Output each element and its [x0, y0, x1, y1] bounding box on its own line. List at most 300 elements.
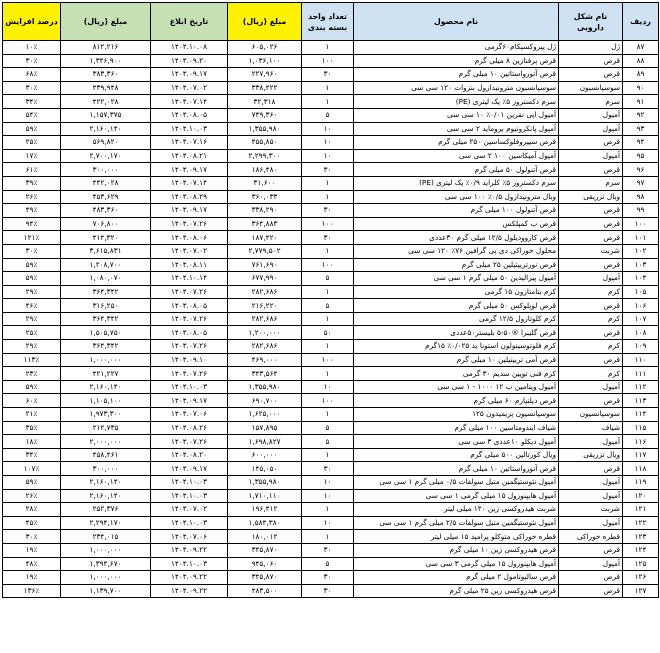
table-row: [3, 476, 659, 490]
header-product: نام محصول: [354, 3, 559, 41]
form-cell: قرص: [559, 543, 623, 557]
row-number-cell: ۱۰۱: [623, 231, 659, 245]
pack-count-cell: ۳۰: [302, 204, 354, 218]
row-number-cell: ۱۲۱: [623, 503, 659, 517]
date-cell: ۱۴۰۴.۰۹.۲۲: [151, 584, 228, 598]
new-price-cell: ۲,۲۹۹,۳۰۰: [228, 149, 302, 163]
old-price-cell: ۴۵۸,۴۶۱: [61, 448, 151, 462]
date-cell: ۱۴۰۴.۰۷.۲۶: [151, 312, 228, 326]
old-price-cell: ۲۱۲,۷۳۵: [61, 421, 151, 435]
old-price-cell: ۱,۱۳۹,۷۰۰: [61, 584, 151, 598]
new-price-cell: ۳۳۸,۲۹۰: [228, 204, 302, 218]
row-number-cell: ۱۰۷: [623, 312, 659, 326]
increase-cell: ۶۸٪: [3, 68, 61, 82]
table-row: [3, 530, 659, 544]
old-price-cell: ۱,۲۰۸,۷۰۰: [61, 258, 151, 272]
table-row: [3, 421, 659, 435]
old-price-cell: ۴۵۳,۶۲۹: [61, 190, 151, 204]
row-number-cell: ۱۰۹: [623, 340, 659, 354]
date-cell: ۱۴۰۴.۰۸.۲۱: [151, 149, 228, 163]
table-row: [3, 353, 659, 367]
increase-cell: ۲۹٪: [3, 312, 61, 326]
table-row: [3, 435, 659, 449]
pack-count-cell: ۳۰: [302, 543, 354, 557]
date-cell: ۱۴۰۴.۱۰.۰۳: [151, 122, 228, 136]
date-cell: ۱۴۰۴.۱۰.۱۴: [151, 272, 228, 286]
form-cell: کرم: [559, 340, 623, 354]
new-price-cell: ۶۹۰,۷۰۰: [228, 394, 302, 408]
date-cell: ۱۴۰۴.۰۷.۲۶: [151, 435, 228, 449]
product-name-cell: سرم دکستروز ۵٪ یک لیتری (PE): [354, 95, 559, 109]
form-cell: آمپول: [559, 108, 623, 122]
new-price-cell: ۲۱۶,۲۲۰: [228, 299, 302, 313]
date-cell: ۱۴۰۴.۰۹.۲۲: [151, 543, 228, 557]
product-name-cell: قرص کاروودیلول ۱۲/۵ میلی گرم ۳۰عددی: [354, 231, 559, 245]
form-cell: قرص: [559, 54, 623, 68]
table-row: [3, 543, 659, 557]
new-price-cell: ۱۹۶,۴۱۲: [228, 503, 302, 517]
row-number-cell: ۹۷: [623, 176, 659, 190]
increase-cell: ۱۹٪: [3, 543, 61, 557]
date-cell: ۱۴۰۴.۰۷.۰۶: [151, 530, 228, 544]
product-name-cell: قرص گلیبرا ®۵۰-۵ بلیستر۵۰عددی: [354, 326, 559, 340]
product-name-cell: قرص لوپلوکس ۵۰ میلی گرم: [354, 299, 559, 313]
new-price-cell: ۲۸۲,۶۸۶: [228, 312, 302, 326]
row-number-cell: ۱۰۶: [623, 299, 659, 313]
product-name-cell: آمپول هایپنوزول ۱۵ میلی گرمی ۱ سی سی: [354, 489, 559, 503]
new-price-cell: ۳۲,۳۱۸: [228, 95, 302, 109]
old-price-cell: ۴۳۹,۹۴۸: [61, 81, 151, 95]
increase-cell: ۲۹٪: [3, 340, 61, 354]
pack-count-cell: ۳۰: [302, 571, 354, 585]
increase-cell: ۳۴٪: [3, 95, 61, 109]
date-cell: ۱۴۰۴.۱۰.۰۳: [151, 476, 228, 490]
product-name-cell: ژل پیروکسیکام۶۰گرمی: [354, 41, 559, 55]
row-number-cell: ۱۲۵: [623, 557, 659, 571]
table-row: [3, 204, 659, 218]
date-cell: ۱۴۰۴.۰۷.۰۶: [151, 408, 228, 422]
pack-count-cell: ۵: [302, 435, 354, 449]
row-number-cell: ۹۱: [623, 95, 659, 109]
table-row: [3, 244, 659, 258]
pack-count-cell: ۱۰: [302, 136, 354, 150]
row-number-cell: ۹۰: [623, 81, 659, 95]
row-number-cell: ۱۱۷: [623, 448, 659, 462]
product-name-cell: آمپول پانکرونیوم بروماید ۲ سی سی: [354, 122, 559, 136]
increase-cell: ۵۹٪: [3, 122, 61, 136]
pack-count-cell: ۳۰: [302, 231, 354, 245]
increase-cell: ۵۹٪: [3, 476, 61, 490]
table-row: [3, 571, 659, 585]
old-price-cell: ۱,۹۷۳,۳۰۰: [61, 408, 151, 422]
product-name-cell: قرص پرفنازین ۸ میلی گرم: [354, 54, 559, 68]
row-number-cell: ۹۸: [623, 190, 659, 204]
pack-count-cell: ۱۰۰: [302, 217, 354, 231]
header-old-price: مبلغ (ریال): [61, 3, 151, 41]
new-price-cell: ۱۸۰,۰۱۲: [228, 530, 302, 544]
row-number-cell: ۱۰۰: [623, 217, 659, 231]
table-row: [3, 136, 659, 150]
table-row: [3, 81, 659, 95]
product-name-cell: محلول خوراکی دی پی گرافین ۷۶٪ ۱۲۰ سی سی: [354, 244, 559, 258]
table-row: [3, 448, 659, 462]
table-row: [3, 408, 659, 422]
increase-cell: ۱۹٪: [3, 571, 61, 585]
new-price-cell: ۴۶۹,۰۰۰: [228, 353, 302, 367]
date-cell: ۱۴۰۴.۰۸.۲۶: [151, 421, 228, 435]
row-number-cell: ۱۱۶: [623, 435, 659, 449]
product-name-cell: کرم فنی تویین سدیم ۳۰ گرمی: [354, 367, 559, 381]
date-cell: ۱۴۰۴.۰۷.۱۶: [151, 136, 228, 150]
product-name-cell: کرم بتامتازون ۱۵ گرمی: [354, 285, 559, 299]
old-price-cell: ۱,۱۰۵,۱۰۰: [61, 394, 151, 408]
row-number-cell: ۱۱۴: [623, 408, 659, 422]
pack-count-cell: ۱۰۰: [302, 394, 354, 408]
new-price-cell: ۱۴۵,۰۵۰: [228, 462, 302, 476]
product-name-cell: قرص هیدروکسی زین ۲۵ میلی گرم: [354, 584, 559, 598]
product-name-cell: آمپول پیرالیدین ۵۰ میلی گرم ۱ سی سی: [354, 272, 559, 286]
increase-cell: ۲۸٪: [3, 503, 61, 517]
increase-cell: ۵۹٪: [3, 258, 61, 272]
old-price-cell: ۳۰۰,۰۰۰: [61, 163, 151, 177]
pack-count-cell: ۱: [302, 530, 354, 544]
table-row: [3, 462, 659, 476]
increase-cell: ۳۹٪: [3, 176, 61, 190]
product-name-cell: قرص هیدروکسی زین ۱۰ میلی گرم: [354, 543, 559, 557]
date-cell: ۱۴۰۴.۱۰.۰۳: [151, 516, 228, 530]
row-number-cell: ۸۷: [623, 41, 659, 55]
pack-count-cell: ۱: [302, 41, 354, 55]
increase-cell: ۴۶٪: [3, 299, 61, 313]
new-price-cell: ۱۸۷,۴۲۰: [228, 231, 302, 245]
header-pack: تعداد واحد بسته بندی: [302, 3, 354, 41]
pack-count-cell: ۳۰: [302, 163, 354, 177]
new-price-cell: ۱,۳۵۵,۹۸۰: [228, 476, 302, 490]
table-row: [3, 108, 659, 122]
row-number-cell: ۹۲: [623, 108, 659, 122]
table-row: [3, 503, 659, 517]
old-price-cell: ۴۲۱,۲۲۷: [61, 367, 151, 381]
product-name-cell: کرم کلوتازول ۱۲/۵ گرمی: [354, 312, 559, 326]
old-price-cell: ۳۸۳,۳۶۰: [61, 68, 151, 82]
form-cell: سوسپانسیون: [559, 408, 623, 422]
pack-count-cell: ۵: [302, 108, 354, 122]
table-row: [3, 231, 659, 245]
form-cell: شیاف: [559, 421, 623, 435]
old-price-cell: ۱,۰۰۰,۰۰۰: [61, 571, 151, 585]
table-row: [3, 299, 659, 313]
product-name-cell: قرص نورتریپتیلین ۲۵ میلی گرم: [354, 258, 559, 272]
table-row: [3, 489, 659, 503]
increase-cell: ۲۱٪: [3, 408, 61, 422]
new-price-cell: ۲۸۲,۶۸۶: [228, 285, 302, 299]
new-price-cell: ۳۴۵,۸۷۰: [228, 571, 302, 585]
increase-cell: ۳۰٪: [3, 54, 61, 68]
pack-count-cell: ۱۰: [302, 489, 354, 503]
form-cell: قرص: [559, 204, 623, 218]
form-cell: آمپول: [559, 557, 623, 571]
row-number-cell: ۸۸: [623, 54, 659, 68]
form-cell: قرص: [559, 584, 623, 598]
pack-count-cell: ۳۰: [302, 462, 354, 476]
product-name-cell: قرص آمی تریپتیلین ۱۰ میلی گرم: [354, 353, 559, 367]
row-number-cell: ۱۱۸: [623, 462, 659, 476]
product-name-cell: قرص سالبوتامول ۲ میلی گرم: [354, 571, 559, 585]
row-number-cell: ۱۲۶: [623, 571, 659, 585]
table-row: [3, 176, 659, 190]
product-name-cell: قرص آتورواستاتین ۱۰ میلی گرم: [354, 68, 559, 82]
new-price-cell: ۱۸۶,۴۸۰: [228, 163, 302, 177]
form-cell: ویال تزریقی: [559, 190, 623, 204]
old-price-cell: ۴۴۲,۰۲۸: [61, 176, 151, 190]
old-price-cell: ۲,۷۰۰,۱۷۰: [61, 149, 151, 163]
old-price-cell: ۳۶۴,۳۴۲: [61, 312, 151, 326]
header-row-number: ردیف: [623, 3, 659, 41]
new-price-cell: ۱,۷۱۰,۱۱۰: [228, 489, 302, 503]
increase-cell: ۶۰٪: [3, 394, 61, 408]
table-row: [3, 41, 659, 55]
form-cell: آمپول: [559, 489, 623, 503]
increase-cell: ۳۰٪: [3, 81, 61, 95]
header-increase: درصد افزایش: [3, 3, 61, 41]
new-price-cell: ۴۸۳,۵۰۰: [228, 584, 302, 598]
pack-count-cell: ۱: [302, 285, 354, 299]
old-price-cell: ۱,۰۰۰,۰۰۰: [61, 543, 151, 557]
form-cell: سرم: [559, 95, 623, 109]
old-price-cell: ۱,۵۰۵,۷۵۰: [61, 326, 151, 340]
pack-count-cell: ۱: [302, 503, 354, 517]
form-cell: شربت: [559, 503, 623, 517]
date-cell: ۱۴۰۴.۰۸.۲۹: [151, 190, 228, 204]
form-cell: آمپول: [559, 435, 623, 449]
new-price-cell: ۳۴۵,۸۷۰: [228, 543, 302, 557]
row-number-cell: ۹۳: [623, 122, 659, 136]
pack-count-cell: ۵: [302, 272, 354, 286]
table-row: [3, 516, 659, 530]
header-new-price: مبلغ (ریال): [228, 3, 302, 41]
table-row: [3, 367, 659, 381]
old-price-cell: ۲,۱۶۰,۱۴۰: [61, 380, 151, 394]
product-name-cell: آمپول نئوستیگمین متیل سولفات ۰/۵ میلی گرم ۱ سی سی: [354, 476, 559, 490]
pack-count-cell: ۱۰: [302, 380, 354, 394]
header-date: تاریخ ابلاغ: [151, 3, 228, 41]
old-price-cell: ۴۱۴,۳۲۰: [61, 231, 151, 245]
row-number-cell: ۸۹: [623, 68, 659, 82]
new-price-cell: ۱,۳۵۵,۹۸۰: [228, 122, 302, 136]
increase-cell: ۱۰۷٪: [3, 462, 61, 476]
old-price-cell: ۸۱۲,۲۱۶: [61, 41, 151, 55]
new-price-cell: ۷۶۱,۶۹۰: [228, 258, 302, 272]
date-cell: ۱۴۰۴.۰۹.۱۰: [151, 353, 228, 367]
table-row: [3, 557, 659, 571]
date-cell: ۱۴۰۴.۰۸.۱۱: [151, 258, 228, 272]
form-cell: قرص: [559, 136, 623, 150]
date-cell: ۱۴۰۴.۰۷.۲۶: [151, 367, 228, 381]
product-name-cell: ویال کورتالین ۵۰۰ میلی گرم: [354, 448, 559, 462]
old-price-cell: ۳۶۴,۳۴۲: [61, 340, 151, 354]
date-cell: ۱۴۰۴.۰۷.۰۲: [151, 81, 228, 95]
old-price-cell: ۱,۳۹۴,۶۷۰: [61, 557, 151, 571]
table-row: [3, 380, 659, 394]
product-name-cell: آمپول دیکلو ۱۰عددی ۳ سی سی: [354, 435, 559, 449]
form-cell: کرم: [559, 312, 623, 326]
row-number-cell: ۱۰۴: [623, 272, 659, 286]
increase-cell: ۱۱۳٪: [3, 353, 61, 367]
pack-count-cell: ۱: [302, 176, 354, 190]
increase-cell: ۵۹٪: [3, 380, 61, 394]
date-cell: ۱۴۰۴.۱۰.۰۸: [151, 41, 228, 55]
new-price-cell: ۲,۷۷۹,۵۰۲: [228, 244, 302, 258]
old-price-cell: ۲,۲۹۴,۱۷۰: [61, 516, 151, 530]
form-cell: قرص: [559, 217, 623, 231]
old-price-cell: ۲,۰۰۰,۰۰۰: [61, 435, 151, 449]
new-price-cell: ۲۲۷,۹۶۰: [228, 68, 302, 82]
new-price-cell: ۱۵۷,۸۹۵: [228, 421, 302, 435]
form-cell: آمپول: [559, 380, 623, 394]
form-cell: کرم: [559, 285, 623, 299]
row-number-cell: ۱۰۵: [623, 285, 659, 299]
old-price-cell: ۷۰۶,۸۰۰: [61, 217, 151, 231]
pack-count-cell: ۱: [302, 448, 354, 462]
old-price-cell: ۴۲۲,۰۲۸: [61, 95, 151, 109]
new-price-cell: ۶۷۷,۹۹۰: [228, 272, 302, 286]
form-cell: آمپول: [559, 149, 623, 163]
new-price-cell: ۱,۵۸۴,۳۸۰: [228, 516, 302, 530]
old-price-cell: ۲۳۴,۰۱۵: [61, 530, 151, 544]
product-name-cell: قطره خوراکی متوکلو پرامید ۱۵ میلی لیتر: [354, 530, 559, 544]
date-cell: ۱۴۰۴.۰۹.۲۲: [151, 571, 228, 585]
form-cell: قرص: [559, 258, 623, 272]
form-cell: قرص: [559, 68, 623, 82]
increase-cell: ۵۹٪: [3, 272, 61, 286]
form-cell: ویال تزریقی: [559, 448, 623, 462]
row-number-cell: ۱۲۴: [623, 543, 659, 557]
product-name-cell: آمپول اپی نفرین ۰/۰۱٪ ۱۰ سی سی: [354, 108, 559, 122]
form-cell: کرم: [559, 367, 623, 381]
row-number-cell: ۱۲۷: [623, 584, 659, 598]
increase-cell: ۵۴٪: [3, 108, 61, 122]
increase-cell: ۳۰٪: [3, 244, 61, 258]
product-name-cell: قرص دیلتیازم ۶۰ میلی گرم: [354, 394, 559, 408]
product-name-cell: آمپول هایپنوزول ۱۵ میلی گرمی ۳ سی سی: [354, 557, 559, 571]
date-cell: ۱۴۰۴.۰۷.۱۴: [151, 176, 228, 190]
date-cell: ۱۴۰۴.۰۷.۲۶: [151, 340, 228, 354]
increase-cell: ۳۰٪: [3, 530, 61, 544]
pack-count-cell: ۱۰: [302, 516, 354, 530]
row-number-cell: ۱۲۳: [623, 530, 659, 544]
pack-count-cell: ۱۰۰: [302, 54, 354, 68]
pack-count-cell: ۵: [302, 421, 354, 435]
product-name-cell: آمپول آمیکاسین ۱۰۰ ۲ سی سی: [354, 149, 559, 163]
old-price-cell: ۱,۳۴۶,۹۰۰: [61, 54, 151, 68]
pack-count-cell: ۵: [302, 299, 354, 313]
form-cell: قرص: [559, 394, 623, 408]
form-cell: قرص: [559, 299, 623, 313]
pack-count-cell: ۳۰: [302, 584, 354, 598]
table-row: [3, 122, 659, 136]
row-number-cell: ۹۴: [623, 136, 659, 150]
old-price-cell: ۳۰۰,۰۰۰: [61, 462, 151, 476]
new-price-cell: ۳۴۳,۵۶۴: [228, 367, 302, 381]
increase-cell: ۴۵٪: [3, 516, 61, 530]
increase-cell: ۲۶٪: [3, 489, 61, 503]
increase-cell: ۱۷٪: [3, 149, 61, 163]
new-price-cell: ۶۰۰,۰۰۰: [228, 448, 302, 462]
product-name-cell: قرص سیپروفلوکساسین ۲۵۰ میلی گرم: [354, 136, 559, 150]
product-name-cell: ویال مترونیدازول ۰/۵٪ ۱۰۰ سی سی: [354, 190, 559, 204]
form-cell: سرم: [559, 176, 623, 190]
old-price-cell: ۲,۱۶۰,۱۴۰: [61, 122, 151, 136]
increase-cell: ۳۵٪: [3, 421, 61, 435]
old-price-cell: ۱,۱۵۷,۳۷۵: [61, 108, 151, 122]
old-price-cell: ۳۶۴,۳۴۲: [61, 285, 151, 299]
form-cell: قطره خوراکی: [559, 530, 623, 544]
table-row: [3, 272, 659, 286]
date-cell: ۱۴۰۴.۰۸.۰۵: [151, 108, 228, 122]
product-name-cell: شیاف ایندومتاسین ۱۰۰ میلی گرم: [354, 421, 559, 435]
pack-count-cell: ۳۰: [302, 68, 354, 82]
form-cell: قرص: [559, 326, 623, 340]
row-number-cell: ۱۰۳: [623, 258, 659, 272]
new-price-cell: ۳۶۰,۰۳۳: [228, 190, 302, 204]
row-number-cell: ۱۰۸: [623, 326, 659, 340]
date-cell: ۱۴۰۴.۱۰.۰۳: [151, 557, 228, 571]
pack-count-cell: ۱۰: [302, 122, 354, 136]
form-cell: شربت: [559, 244, 623, 258]
header-row: [3, 3, 659, 41]
increase-cell: ۲۵٪: [3, 326, 61, 340]
pack-count-cell: ۱۰: [302, 476, 354, 490]
new-price-cell: ۳۱,۶۰۰: [228, 176, 302, 190]
form-cell: قرص: [559, 571, 623, 585]
pack-count-cell: ۱: [302, 81, 354, 95]
new-price-cell: ۱,۰۳۶,۱۰۰: [228, 54, 302, 68]
old-price-cell: ۲,۱۶۰,۱۴۰: [61, 489, 151, 503]
table-body: [3, 41, 659, 598]
table-row: [3, 149, 659, 163]
increase-cell: ۱۲۱٪: [3, 231, 61, 245]
form-cell: قرص: [559, 231, 623, 245]
increase-cell: ۳۴٪: [3, 448, 61, 462]
increase-cell: ۹۴٪: [3, 217, 61, 231]
pack-count-cell: ۱۰۰: [302, 353, 354, 367]
table-row: [3, 258, 659, 272]
table-row: [3, 340, 659, 354]
date-cell: ۱۴۰۴.۰۹.۱۷: [151, 394, 228, 408]
new-price-cell: ۷۴۹,۳۶۰: [228, 108, 302, 122]
pack-count-cell: ۱۰۰: [302, 258, 354, 272]
row-number-cell: ۱۱۹: [623, 476, 659, 490]
date-cell: ۱۴۰۴.۰۷.۱۴: [151, 95, 228, 109]
old-price-cell: ۴۸۳,۳۶۰: [61, 204, 151, 218]
product-name-cell: آمپول ویتامین ب ۱۲ ۱۰۰۰ - ۱ سی سی: [354, 380, 559, 394]
table-row: [3, 163, 659, 177]
table-row: [3, 68, 659, 82]
date-cell: ۱۴۰۴.۰۸.۲۰: [151, 448, 228, 462]
product-name-cell: قرص آتنولول ۵۰ میلی گرم: [354, 163, 559, 177]
date-cell: ۱۴۰۴.۰۷.۰۲: [151, 503, 228, 517]
form-cell: سوسپانسیون: [559, 81, 623, 95]
table-row: [3, 54, 659, 68]
pack-count-cell: ۱: [302, 95, 354, 109]
pack-count-cell: ۵: [302, 557, 354, 571]
row-number-cell: ۱۰۲: [623, 244, 659, 258]
product-name-cell: آمپول نئوستیگمین متیل سولفات ۲/۵ میلی گرم ۱ سی سی: [354, 516, 559, 530]
product-name-cell: قرص ب کمپلکس: [354, 217, 559, 231]
form-cell: آمپول: [559, 476, 623, 490]
row-number-cell: ۹۵: [623, 149, 659, 163]
pack-count-cell: ۵۰: [302, 326, 354, 340]
